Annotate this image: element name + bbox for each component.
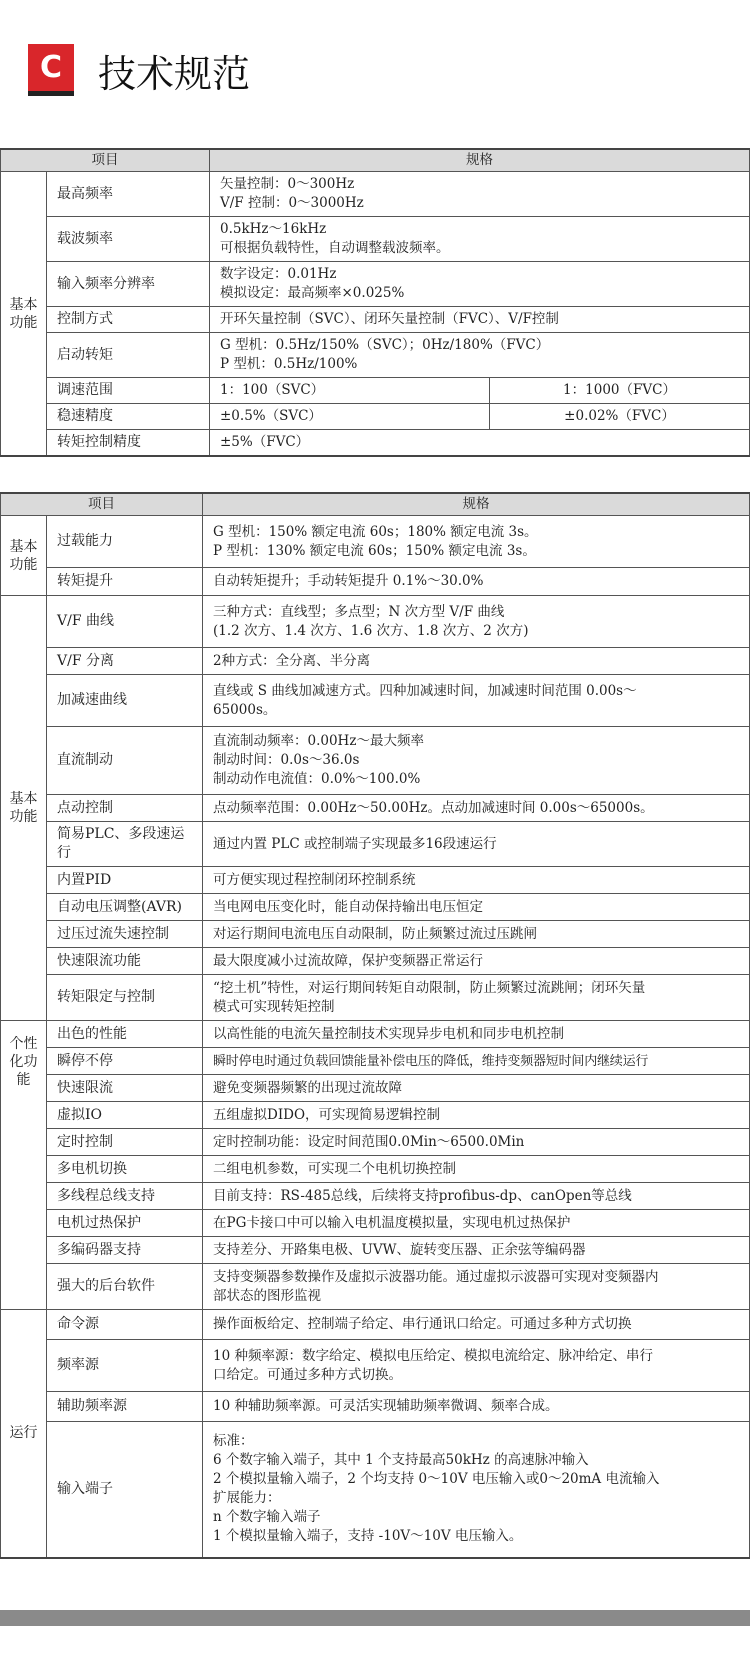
spec-cell: “挖土机”特性，对运行期间转矩自动限制，防止频繁过流跳闸；闭环矢量 模式可实现转矩控制 [203,975,750,1021]
spec-cell: 直线或 S 曲线加减速方式。四种加减速时间，加减速时间范围 0.00s～ 65000s。 [203,675,750,727]
item-cell: 辅助频率源 [47,1392,203,1422]
spec-cell: 10 种辅助频率源。可灵活实现辅助频率微调、频率合成。 [203,1392,750,1422]
item-cell: 直流制动 [47,727,203,795]
brand-logo-icon: C [28,44,74,96]
item-cell: 内置PID [47,867,203,894]
spec-cell: 最大限度减小过流故障，保护变频器正常运行 [203,948,750,975]
spec-cell: 标准： 6 个数字输入端子，其中 1 个支持最高50kHz 的高速脉冲输入 2 个模拟量输入端子，2 个均支持 0～10V 电压输入或0～20mA 电流输入 扩展能力： n 个数字输入端子 1 个模拟量输入端子，支持 -10V～10V 电压输入。 [203,1422,750,1558]
table-row [1,596,750,648]
item-cell: 转矩控制精度 [47,430,210,457]
table-row [1,516,750,568]
item-cell: 多线程总线支持 [47,1183,203,1210]
spec-cell: 10 种频率源：数字给定、模拟电压给定、模拟电流给定、脉冲给定、串行 口给定。可通过多种方式切换。 [203,1340,750,1392]
item-cell: V/F 分离 [47,648,203,675]
spec-cell: 避免变频器频繁的出现过流故障 [203,1075,750,1102]
table-row [1,1075,750,1102]
table-row [1,217,750,262]
item-cell: 强大的后台软件 [47,1264,203,1310]
spec-cell: 定时控制功能：设定时间范围0.0Min～6500.0Min [203,1129,750,1156]
footer-bar [0,1610,750,1626]
spec-table-2 [0,492,750,1559]
table-row [1,172,750,217]
table-row [1,1021,750,1048]
table-row [1,1048,750,1075]
spec-cell: 目前支持：RS-485总线，后续将支持profibus-dp、canOpen等总线 [203,1183,750,1210]
table-row [1,1340,750,1392]
item-cell: 自动电压调整(AVR) [47,894,203,921]
item-cell: 稳速精度 [47,404,210,430]
item-cell: 过压过流失速控制 [47,921,203,948]
category-cell: 基本 功能 [1,172,47,457]
item-cell: 输入端子 [47,1422,203,1558]
spec-cell: 支持变频器参数操作及虚拟示波器功能。通过虚拟示波器可实现对变频器内 部状态的图形监视 [203,1264,750,1310]
page-title: 技术规范 [98,51,251,96]
item-cell: 定时控制 [47,1129,203,1156]
spec-cell: 数字设定：0.01Hz 模拟设定：最高频率×0.025% [210,262,750,307]
item-cell: V/F 曲线 [47,596,203,648]
item-cell: 点动控制 [47,795,203,822]
table-row [1,1264,750,1310]
table-row [1,727,750,795]
table-row [1,921,750,948]
header-item: 项目 [1,493,203,516]
spec-cell: 可方便实现过程控制闭环控制系统 [203,867,750,894]
spec-cell: 在PG卡接口中可以输入电机温度模拟量，实现电机过热保护 [203,1210,750,1237]
spec-cell: 对运行期间电流电压自动限制，防止频繁过流过压跳闸 [203,921,750,948]
table-row [1,568,750,596]
table-row [1,1156,750,1183]
table-row [1,430,750,457]
table-row [1,648,750,675]
item-cell: 转矩提升 [47,568,203,596]
item-cell: 转矩限定与控制 [47,975,203,1021]
table-row [1,1310,750,1340]
spec-cell: 操作面板给定、控制端子给定、串行通讯口给定。可通过多种方式切换 [203,1310,750,1340]
spec-cell: 自动转矩提升；手动转矩提升 0.1%～30.0% [203,568,750,596]
table-row [1,1422,750,1558]
table-header-row [1,493,750,516]
table-row [1,307,750,333]
item-cell: 瞬停不停 [47,1048,203,1075]
item-cell: 简易PLC、多段速运行 [47,822,203,867]
item-cell: 虚拟IO [47,1102,203,1129]
item-cell: 频率源 [47,1340,203,1392]
spec-cell: G 型机：0.5Hz/150%（SVC）；0Hz/180%（FVC） P 型机：0.5Hz/100% [210,333,750,378]
item-cell: 快速限流功能 [47,948,203,975]
spec-cell: 五组虚拟DIDO，可实现简易逻辑控制 [203,1102,750,1129]
page-header [28,40,250,100]
spec-cell: 直流制动频率：0.00Hz～最大频率 制动时间：0.0s～36.0s 制动动作电流值：0.0%～100.0% [203,727,750,795]
table-row [1,1237,750,1264]
category-cell: 基本 功能 [1,596,47,1021]
item-cell: 载波频率 [47,217,210,262]
item-cell: 过载能力 [47,516,203,568]
table-row [1,1392,750,1422]
spec-cell: 三种方式：直线型；多点型；N 次方型 V/F 曲线 (1.2 次方、1.4 次方、1.6 次方、1.8 次方、2 次方) [203,596,750,648]
spec-cell: 当电网电压变化时，能自动保持输出电压恒定 [203,894,750,921]
table-row [1,262,750,307]
table-row [1,675,750,727]
item-cell: 调速范围 [47,378,210,404]
table-row [1,404,750,430]
spec-cell: 二组电机参数，可实现二个电机切换控制 [203,1156,750,1183]
item-cell: 命令源 [47,1310,203,1340]
spec-cell: 开环矢量控制（SVC）、闭环矢量控制（FVC）、V/F控制 [210,307,750,333]
item-cell: 电机过热保护 [47,1210,203,1237]
spec-cell: 矢量控制：0～300Hz V/F 控制：0～3000Hz [210,172,750,217]
spec-cell-svc: ±0.5%（SVC） [210,404,490,430]
item-cell: 多编码器支持 [47,1237,203,1264]
spec-cell: G 型机：150% 额定电流 60s；180% 额定电流 3s。 P 型机：130% 额定电流 60s；150% 额定电流 3s。 [203,516,750,568]
table-row [1,333,750,378]
table-row [1,867,750,894]
spec-cell-svc: 1：100（SVC） [210,378,490,404]
category-cell: 个性 化功 能 [1,1021,47,1310]
table-row [1,975,750,1021]
spec-cell: 支持差分、开路集电极、UVW、旋转变压器、正余弦等编码器 [203,1237,750,1264]
spec-table-1 [0,148,750,457]
item-cell: 启动转矩 [47,333,210,378]
spec-cell: 点动频率范围：0.00Hz～50.00Hz。点动加减速时间 0.00s～65000s。 [203,795,750,822]
header-item: 项目 [1,149,210,172]
item-cell: 控制方式 [47,307,210,333]
spec-cell: 瞬时停电时通过负载回馈能量补偿电压的降低，维持变频器短时间内继续运行 [203,1048,750,1075]
item-cell: 出色的性能 [47,1021,203,1048]
spec-cell: 2种方式：全分离、半分离 [203,648,750,675]
spec-cell: 通过内置 PLC 或控制端子实现最多16段速运行 [203,822,750,867]
header-spec: 规格 [203,493,750,516]
header-spec: 规格 [210,149,750,172]
item-cell: 最高频率 [47,172,210,217]
item-cell: 加减速曲线 [47,675,203,727]
table-row [1,1183,750,1210]
table-header-row [1,149,750,172]
table-row [1,1102,750,1129]
spec-cell: ±5%（FVC） [210,430,750,457]
category-cell: 运行 [1,1310,47,1558]
spec-cell: 0.5kHz～16kHz 可根据负载特性，自动调整载波频率。 [210,217,750,262]
table-row [1,894,750,921]
spec-cell-fvc: 1：1000（FVC） [490,378,750,404]
spec-cell-fvc: ±0.02%（FVC） [490,404,750,430]
table-row [1,948,750,975]
category-cell: 基本 功能 [1,516,47,596]
spec-cell: 以高性能的电流矢量控制技术实现异步电机和同步电机控制 [203,1021,750,1048]
item-cell: 快速限流 [47,1075,203,1102]
table-row [1,795,750,822]
table-row [1,1129,750,1156]
table-row [1,1210,750,1237]
item-cell: 输入频率分辨率 [47,262,210,307]
table-row [1,822,750,867]
table-row [1,378,750,404]
item-cell: 多电机切换 [47,1156,203,1183]
